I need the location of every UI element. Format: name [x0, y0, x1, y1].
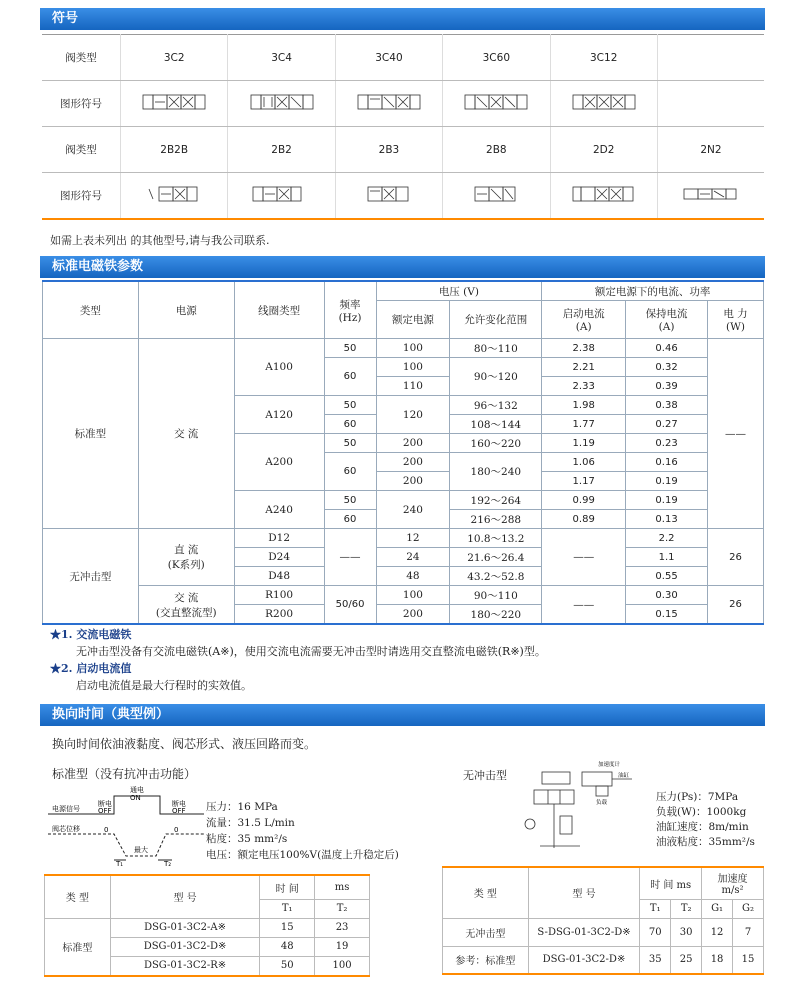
start-cell: 2.33: [542, 377, 626, 396]
row-label: 阀类型: [42, 35, 121, 81]
g1-cell: 18: [702, 946, 733, 974]
coil-cell: A200: [234, 434, 324, 491]
header-t2: T₂: [315, 899, 370, 918]
table-row: [43, 586, 764, 605]
rated-cell: 240: [376, 491, 450, 529]
valve-symbol-icon: [443, 173, 550, 219]
hold-cell: 0.13: [626, 510, 708, 529]
t2-cell: 30: [671, 918, 702, 946]
hold-cell: 0.19: [626, 491, 708, 510]
t2-cell: 25: [671, 946, 702, 974]
row-label: 图形符号: [42, 173, 121, 219]
power-dc-sub: (K系列): [167, 559, 205, 571]
power-acdc-label: 交 流: [174, 591, 199, 604]
header-t1: T₁: [260, 899, 315, 918]
table-row: [43, 529, 764, 548]
coil-cell: D48: [234, 567, 324, 586]
coil-cell: D12: [234, 529, 324, 548]
header-time: 时 间: [260, 875, 315, 899]
start-cell: 1.17: [542, 472, 626, 491]
hold-cell: 0.30: [626, 586, 708, 605]
model-cell: DSG-01-3C2-A※: [110, 918, 260, 937]
model-cell: DSG-01-3C2-D※: [110, 937, 260, 956]
watt-cell: 26: [708, 586, 764, 625]
row-label: 阀类型: [42, 127, 121, 173]
symbols-table: [42, 34, 764, 220]
table-header-row: [45, 875, 370, 899]
gauge-label: 加速度计: [598, 762, 621, 768]
wave-off-label: 断电: [172, 800, 186, 808]
type-shockless-cell: 无冲击型: [43, 529, 139, 625]
hold-cell: 0.38: [626, 396, 708, 415]
valve-symbol-icon: [228, 173, 335, 219]
wave-on-label: 通电: [130, 786, 144, 794]
valve-symbol-icon: [550, 173, 657, 219]
load-label: 负载: [596, 800, 608, 806]
power-dc-cell: [138, 529, 234, 586]
range-cell: 21.6～26.4: [450, 548, 542, 567]
freq-cell: 50: [324, 396, 376, 415]
start-dash-cell: ——: [542, 529, 626, 586]
valve-symbol-icon: [443, 81, 550, 127]
range-cell: 43.2～52.8: [450, 567, 542, 586]
hold-cell: 0.39: [626, 377, 708, 396]
header-model: 型 号: [528, 867, 640, 918]
table-row: [42, 173, 764, 219]
type-cell: 参考：标准型: [443, 946, 529, 974]
header-freq-unit: (Hz): [338, 311, 362, 324]
standard-conditions: [206, 799, 399, 863]
header-current-group: 额定电源下的电流、功率: [542, 281, 764, 301]
cyl-label: 油缸: [618, 773, 630, 779]
range-cell: 180～240: [450, 453, 542, 491]
shockless-title: 无冲击型: [463, 769, 507, 782]
wave-off2-label: OFF: [98, 807, 112, 815]
header-freq: [324, 281, 376, 339]
header-type: 类型: [43, 281, 139, 339]
standard-title: 标准型（没有抗冲击功能）: [52, 767, 197, 781]
section-bar-symbols: 符号: [40, 8, 765, 30]
row-label: 图形符号: [42, 81, 121, 127]
condition-line: 压力(Ps)：7MPa: [656, 791, 739, 803]
range-cell: 180～220: [450, 605, 542, 625]
g2-cell: 15: [733, 946, 764, 974]
valve-type: 3C12: [550, 35, 657, 81]
start-cell: 0.99: [542, 491, 626, 510]
coil-cell: D24: [234, 548, 324, 567]
model-cell: S-DSG-01-3C2-D※: [528, 918, 640, 946]
table-row: [443, 918, 764, 946]
g1-cell: 12: [702, 918, 733, 946]
freq-cell: 50: [324, 491, 376, 510]
note2-title: ★2. 启动电流值: [50, 662, 132, 675]
rated-cell: 110: [376, 377, 450, 396]
table-row: [43, 339, 764, 358]
wave-off2-label: OFF: [172, 807, 186, 815]
header-t2: T₂: [671, 899, 702, 918]
range-cell: 90～120: [450, 358, 542, 396]
header-accel: [702, 867, 764, 899]
hold-cell: 2.2: [626, 529, 708, 548]
condition-line: 负载(W)：1000kg: [656, 806, 747, 818]
header-range: 允许变化范围: [450, 301, 542, 339]
freq-cell: 60: [324, 358, 376, 396]
rated-cell: 200: [376, 434, 450, 453]
header-hold: [626, 301, 708, 339]
header-watt: [708, 301, 764, 339]
t1-cell: 15: [260, 918, 315, 937]
header-watt-label: 电 力: [723, 308, 748, 320]
range-cell: 80～110: [450, 339, 542, 358]
watt-cell: 26: [708, 529, 764, 586]
header-g1: G₁: [702, 899, 733, 918]
table-header-row: [43, 281, 764, 301]
valve-type: 3C40: [335, 35, 442, 81]
start-dash-cell: ——: [542, 586, 626, 625]
hold-cell: 0.46: [626, 339, 708, 358]
header-type: 类 型: [443, 867, 529, 918]
valve-symbol-icon: [121, 81, 228, 127]
start-cell: 2.38: [542, 339, 626, 358]
start-cell: 1.06: [542, 453, 626, 472]
empty-cell: [657, 81, 764, 127]
wave-signal-label: 电源信号: [52, 805, 80, 813]
rated-cell: 48: [376, 567, 450, 586]
valve-type: 3C2: [121, 35, 228, 81]
valve-symbol-icon: [335, 81, 442, 127]
valve-type: 2B8: [443, 127, 550, 173]
valve-type: 3C60: [443, 35, 550, 81]
wave-zero-label: 0: [104, 826, 109, 834]
valve-symbol-icon: [550, 81, 657, 127]
note1-text: 无冲击型没备有交流电磁铁(A※)，使用交流电流需要无冲击型时请选用交直整流电磁铁(R※)型。: [76, 645, 546, 658]
header-voltage: 电压 (V): [376, 281, 542, 301]
t1-cell: 48: [260, 937, 315, 956]
range-cell: 90～110: [450, 586, 542, 605]
table-row: [443, 946, 764, 974]
test-circuit-diagram: [520, 758, 650, 853]
start-cell: 1.98: [542, 396, 626, 415]
t1-cell: 70: [640, 918, 671, 946]
header-ms: ms: [315, 875, 370, 899]
valve-symbol-icon: [228, 81, 335, 127]
condition-line: 油缸速度：8m/min: [656, 821, 749, 833]
header-hold-label: 保持电流: [645, 308, 688, 320]
coil-cell: R100: [234, 586, 324, 605]
note1-title: ★1. 交流电磁铁: [50, 628, 132, 641]
header-hold-unit: (A): [658, 321, 675, 333]
freq-cell: 50: [324, 434, 376, 453]
condition-line: 电压：额定电压100%V(温度上升稳定后): [206, 849, 399, 861]
t1-cell: 35: [640, 946, 671, 974]
table-row: [42, 35, 764, 81]
table-header-row: [443, 867, 764, 899]
header-start: [542, 301, 626, 339]
range-cell: 96～132: [450, 396, 542, 415]
model-cell: DSG-01-3C2-R※: [110, 956, 260, 976]
wave-on2-label: ON: [130, 794, 141, 802]
power-dc-label: 直 流: [174, 544, 199, 556]
valve-type: 2N2: [657, 127, 764, 173]
table-row: [45, 918, 370, 937]
wave-t1-label: T₁: [116, 860, 124, 866]
coil-cell: A100: [234, 339, 324, 396]
wave-spool-label: 阀芯位移: [52, 825, 80, 833]
rated-cell: 120: [376, 396, 450, 434]
range-cell: 108～144: [450, 415, 542, 434]
switching-waveform: [48, 786, 208, 866]
freq-cell: 60: [324, 453, 376, 491]
coil-cell: A240: [234, 491, 324, 529]
freq-cell: 60: [324, 510, 376, 529]
rated-cell: 100: [376, 586, 450, 605]
valve-type: [657, 35, 764, 81]
hold-cell: 0.27: [626, 415, 708, 434]
wave-off-label: 断电: [98, 800, 112, 808]
valve-symbol-icon: [657, 173, 764, 219]
rated-cell: 100: [376, 339, 450, 358]
start-cell: 2.21: [542, 358, 626, 377]
header-freq-label: 频率: [339, 298, 361, 311]
condition-line: 压力：16 MPa: [206, 801, 278, 813]
shockless-conditions: [656, 790, 755, 850]
t1-cell: 50: [260, 956, 315, 976]
header-t1: T₁: [640, 899, 671, 918]
start-cell: 0.89: [542, 510, 626, 529]
header-accel-unit: m/s²: [721, 885, 744, 897]
valve-type: 2D2: [550, 127, 657, 173]
g2-cell: 7: [733, 918, 764, 946]
hold-cell: 0.19: [626, 472, 708, 491]
coil-cell: A120: [234, 396, 324, 434]
shockless-timing-table: [442, 866, 764, 975]
header-accel-label: 加速度: [717, 874, 748, 886]
model-cell: DSG-01-3C2-D※: [528, 946, 640, 974]
coil-cell: R200: [234, 605, 324, 625]
header-power: 电源: [138, 281, 234, 339]
symbols-note: 如需上表未列出 的其他型号,请与我公司联系.: [50, 234, 270, 247]
valve-type: 2B2B: [121, 127, 228, 173]
power-acdc-sub: (交直整流型): [155, 606, 217, 619]
freq-dash-cell: ——: [324, 529, 376, 586]
table-row: [42, 127, 764, 173]
params-table: [42, 280, 764, 625]
note2-text: 启动电流值是最大行程时的实效值。: [76, 679, 252, 692]
valve-symbol-icon: [335, 173, 442, 219]
freq-cell: 50/60: [324, 586, 376, 625]
wave-max-label: 最大: [134, 846, 148, 854]
wave-t2-label: T₂: [164, 860, 172, 866]
header-type: 类 型: [45, 875, 111, 918]
table-row: [42, 81, 764, 127]
range-cell: 10.8～13.2: [450, 529, 542, 548]
watt-dash-cell: ——: [708, 339, 764, 529]
valve-type: 3C4: [228, 35, 335, 81]
section-bar-params: 标准电磁铁参数: [40, 256, 765, 278]
standard-timing-table: [44, 874, 370, 977]
rated-cell: 200: [376, 453, 450, 472]
rated-cell: 12: [376, 529, 450, 548]
valve-type: 2B2: [228, 127, 335, 173]
t2-cell: 23: [315, 918, 370, 937]
section-bar-timing: 换向时间（典型例）: [40, 704, 765, 726]
header-coil: 线圈类型: [234, 281, 324, 339]
header-start-unit: (A): [575, 321, 592, 333]
rated-cell: 24: [376, 548, 450, 567]
type-cell: 标准型: [45, 918, 111, 976]
valve-type: 2B3: [335, 127, 442, 173]
header-time: 时 间 ms: [640, 867, 702, 899]
range-cell: 160～220: [450, 434, 542, 453]
hold-cell: 0.15: [626, 605, 708, 625]
type-cell: 无冲击型: [443, 918, 529, 946]
header-g2: G₂: [733, 899, 764, 918]
t2-cell: 19: [315, 937, 370, 956]
hold-cell: 0.23: [626, 434, 708, 453]
condition-line: 粘度：35 mm²/s: [206, 833, 288, 845]
header-model: 型 号: [110, 875, 260, 918]
type-standard-cell: 标准型: [43, 339, 139, 529]
hold-cell: 0.16: [626, 453, 708, 472]
power-acdc-cell: [138, 586, 234, 625]
rated-cell: 100: [376, 358, 450, 377]
freq-cell: 60: [324, 415, 376, 434]
rated-cell: 200: [376, 605, 450, 625]
timing-intro: 换向时间依油液黏度、阀芯形式、液压回路而变。: [52, 737, 317, 751]
freq-cell: 50: [324, 339, 376, 358]
rated-cell: 200: [376, 472, 450, 491]
start-cell: 1.77: [542, 415, 626, 434]
power-ac-cell: 交 流: [138, 339, 234, 529]
wave-zero-label: 0: [174, 826, 179, 834]
start-cell: 1.19: [542, 434, 626, 453]
condition-line: 流量：31.5 L/min: [206, 817, 295, 829]
header-watt-unit: (W): [726, 321, 745, 333]
t2-cell: 100: [315, 956, 370, 976]
valve-symbol-icon: [121, 173, 228, 219]
header-start-label: 启动电流: [562, 308, 605, 320]
hold-cell: 0.32: [626, 358, 708, 377]
header-rated: 额定电源: [376, 301, 450, 339]
range-cell: 192～264: [450, 491, 542, 510]
hold-cell: 0.55: [626, 567, 708, 586]
range-cell: 216～288: [450, 510, 542, 529]
condition-line: 油液粘度：35mm²/s: [656, 836, 755, 848]
hold-cell: 1.1: [626, 548, 708, 567]
